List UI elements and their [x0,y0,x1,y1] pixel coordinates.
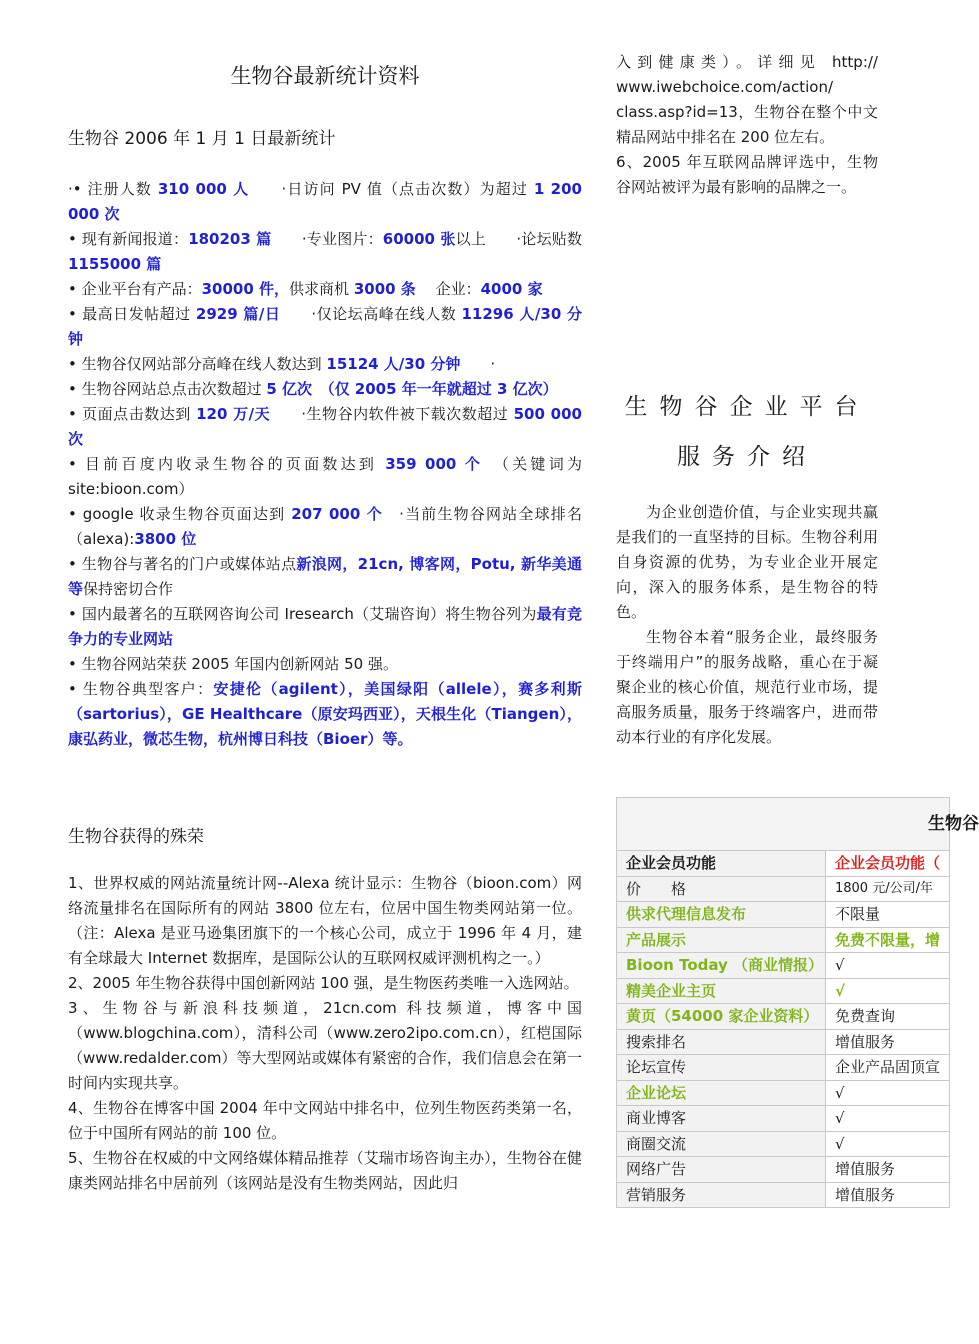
feature-cell: 企业论坛 [617,1080,826,1106]
stat-value: 60000 张 [382,230,456,248]
stat-value: 最有竞争力的专业网站 [68,605,582,648]
honor-item: 1、世界权威的网站流量统计网--Alexa 统计显示：生物谷（bioon.com）网络流量排名在国际所有的网站 3800 位左右，位居中国生物类网站第一位。 （注：Alexa 是亚马逊集团旗下的一个核心公司，成立于 1996 年 4 月，建有全球最大 Internet 数据库，是国际公认的互联网权威评测机构之一。） [68,874,582,967]
stat-value: 2929 篇/日 [195,305,281,323]
stat-text: • 生物谷网站荣获 2005 年国内创新网站 50 强。 [68,655,398,673]
table-row [617,978,950,1004]
feature-cell: 黄页（54000 家企业资料） [617,1004,826,1030]
honor-item: 6、2005 年互联网品牌评选中，生物谷网站被评为最有影响的品牌之一。 [616,153,878,196]
stat-value: 180203 篇 [188,230,272,248]
stat-text: ·当前生物谷网站全球排名（alexa): [68,505,582,548]
feature-cell: Bioon Today （商业情报） [617,953,826,979]
platform-title [616,382,878,482]
intro-paragraph: 生物谷本着“服务企业，最终服务于终端用户”的服务战略，重心在于凝聚企业的核心价值，规范行业市场，提高服务质量，服务于终端客户，进而带动本行业的有序化发展。 [616,628,878,746]
platform-title-line: 服务介绍 [677,444,817,470]
honor-item-continued: 入到健康类）。详细见 http:// www.iwebchoice.com/action/ class.asp?id=13，生物谷在整个中文精品网站中排名在 200 位左右。 [616,53,878,146]
table-row [617,1182,950,1208]
stat-value: 11296 人/30 分钟 [68,305,582,348]
table-caption-text: 生物谷 [928,814,979,834]
stat-line-page-clicks [68,402,582,452]
stat-value: 207 000 个 [291,505,383,523]
stat-line-products [68,277,582,302]
stat-value: 500 000 次 [68,405,582,448]
table-caption [617,798,979,851]
value-cell: 免费查询 [825,1004,949,1030]
stat-line-posts [68,302,582,352]
value-cell: √ [825,1080,949,1106]
platform-intro [616,500,878,750]
stat-line-news [68,227,582,277]
stat-value: （仅 2005 年一年就超过 3 亿次） [327,380,558,398]
stat-text: ·仅论坛高峰在线人数 [311,305,462,323]
stat-line-google [68,502,582,552]
stat-line-award [68,652,582,677]
table-header-member: 企业会员功能（ [825,851,949,877]
stat-line-registered [68,177,582,227]
honor-item: 5、生物谷在权威的中文网络媒体精品推荐（艾瑞市场咨询主办），生物谷在健康类网站排名中居前列（该网站是没有生物类网站，因此归 [68,1149,582,1192]
stat-value: 120 万/天 [196,405,271,423]
table-header-row [617,851,950,877]
stat-value: 4000 家 [480,280,543,298]
table-row [617,927,950,953]
table-row [617,902,950,928]
table-row [617,1029,950,1055]
table-body [617,876,950,1208]
stat-text: • 生物谷与著名的门户或媒体站点 [68,555,297,573]
table-row [617,876,950,902]
honors-list [68,871,582,1196]
table-row [617,1131,950,1157]
feature-cell: 供求代理信息发布 [617,902,826,928]
stat-value: 30000 件， [201,280,290,298]
stat-text: 保持密切合作 [83,580,174,598]
feature-cell: 营销服务 [617,1182,826,1208]
feature-cell: 商圈交流 [617,1131,826,1157]
stat-line-total-clicks [68,377,582,402]
stat-line-clients [68,677,582,752]
feature-cell: 搜索排名 [617,1029,826,1055]
stat-text: • 生物谷典型客户： [68,680,214,698]
stat-value: 新浪网，21cn, 博客网，Potu, 新华美通等 [68,555,582,598]
value-cell: √ [825,953,949,979]
stat-text: • 最高日发帖超过 [68,305,196,323]
table-row [617,1080,950,1106]
stat-text: • 生物谷仅网站部分高峰在线人数达到 [68,355,327,373]
honor-item: 3、生物谷与新浪科技频道，21cn.com 科技频道，博客中国（www.blogchina.com），清科公司（www.zero2ipo.com.cn），红桤国际（www.redalder.com）等大型网站或媒体有紧密的合作，我们信息会在第一时间内实现共享。 [68,999,582,1092]
value-cell: √ [825,978,949,1004]
feature-cell: 商业博客 [617,1106,826,1132]
stat-value: 15124 人/30 分钟 [326,355,461,373]
table-row [617,1106,950,1132]
value-cell: √ [825,1131,949,1157]
stat-text: 以上 [455,230,487,248]
document-title: 生物谷最新统计资料 [230,64,420,88]
value-cell: 增值服务 [825,1182,949,1208]
stat-text: • 页面点击数达到 [68,405,197,423]
value-cell: 增值服务 [825,1029,949,1055]
stat-text: • google 收录生物谷页面达到 [68,505,292,523]
honor-item: 2、2005 年生物谷获得中国创新网站 100 强，是生物医药类唯一入选网站。 [68,974,579,992]
stat-text: • 目前百度内收录生物谷的页面数达到 [68,455,386,473]
value-cell: 1800 元/公司/年 [825,876,949,902]
table-row [617,953,950,979]
platform-title-line: 生物谷企业平台 [624,394,870,420]
value-cell: 免费不限量，增 [825,927,949,953]
stat-value: 1155000 篇 [68,255,162,273]
feature-cell: 网络广告 [617,1157,826,1183]
feature-cell: 精美企业主页 [617,978,826,1004]
value-cell: √ [825,1106,949,1132]
value-cell: 增值服务 [825,1157,949,1183]
value-cell: 不限量 [825,902,949,928]
stat-line-peak-online [68,352,582,377]
stat-text: 供求商机 [289,280,354,298]
stat-text: ·日访问 PV 值（点击次数）为超过 [281,180,534,198]
stat-text: （关键词为 site:bioon.com） [68,455,582,498]
stat-text: 企业： [435,280,481,298]
left-column [68,56,582,1196]
table-header-feature: 企业会员功能 [617,851,826,877]
honor-item: 4、生物谷在博客中国 2004 年中文网站中排名中，位列生物医药类第一名，位于中国所有网站的前 100 位。 [68,1099,582,1142]
stat-text: ·生物谷内软件被下载次数超过 [301,405,514,423]
stat-value: 359 000 个 [385,455,484,473]
stat-text: • 现有新闻报道： [68,230,189,248]
stats-list [68,177,582,752]
stat-line-partners [68,552,582,602]
stat-value: 3000 条 [353,280,416,298]
stat-value: 3800 位 [134,530,197,548]
stat-value: 5 亿次 [266,380,313,398]
services-table [616,797,979,1208]
table-row [617,1055,950,1081]
stat-value: 1 200 000 次 [68,180,582,223]
table-row [617,1157,950,1183]
value-cell: 企业产品固顶宣 [825,1055,949,1081]
feature-cell: 产品展示 [617,927,826,953]
feature-cell: 价 格 [617,876,826,902]
table-caption-row [617,798,950,851]
intro-paragraph: 为企业创造价值，与企业实现共赢是我们的一直坚持的目标。生物谷利用自身资源的优势，为专业企业开展定向，深入的服务体系，是生物谷的特色。 [616,503,878,621]
stat-value: 安捷伦（agilent），美国绿阳（allele），赛多利斯（sartorius），GE Healthcare（原安玛西亚），天根生化（Tiangen），康弘药业，微芯生物，杭州博日科技（Bioer）等。 [68,680,582,748]
stat-text: ·专业图片： [301,230,383,248]
stat-line-iresearch [68,602,582,652]
right-column [616,50,878,200]
stat-text: · [490,355,496,373]
honors-heading: 生物谷获得的殊荣 [68,827,204,847]
stat-text: ·• 注册人数 [68,180,158,198]
stat-text: • 企业平台有产品： [68,280,202,298]
table-row [617,1004,950,1030]
feature-cell: 论坛宣传 [617,1055,826,1081]
stats-heading: 生物谷 2006 年 1 月 1 日最新统计 [68,129,336,149]
stat-line-baidu [68,452,582,502]
stat-value: 310 000 人 [157,180,250,198]
stat-text: ·论坛贴数 [516,230,582,248]
stat-text: • 国内最著名的互联网咨询公司 Iresearch（艾瑞咨询）将生物谷列为 [68,605,537,623]
stat-text: • 生物谷网站总点击次数超过 [68,380,267,398]
